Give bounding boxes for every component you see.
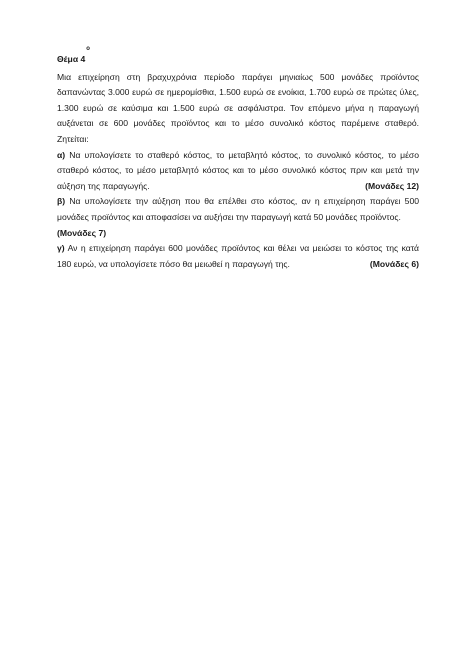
question-heading — [57, 46, 419, 68]
question-c-last-row — [57, 257, 419, 273]
heading-superscript: ο — [86, 46, 90, 52]
question-b-marks: (Μονάδες 7) — [57, 227, 107, 238]
intro-line-4: αυξάνεται σε 600 μονάδες προϊόντος και το μέσο συνολικό κόστος παρέμεινε σταθερό. — [57, 118, 419, 129]
question-c-line-1 — [57, 241, 419, 257]
question-b-line-2: μονάδες προϊόντος και αποφασίσει να αυξήσει την παραγωγή κατά 50 μονάδες προϊόντος. — [57, 211, 401, 222]
question-c — [57, 241, 419, 272]
intro-line-2: δαπανώντας 3.000 ευρώ σε ημερομίσθια, 1.500 ευρώ σε ενοίκια, 1.700 ευρώ σε πρώτες ύλες, — [57, 87, 419, 98]
question-c-text-1: Αν η επιχείρηση παράγει 600 μονάδες προϊόντος και θέλει να μειώσει το κόστος της κατά — [64, 243, 419, 254]
question-a-last-row — [57, 179, 419, 195]
exam-question-block — [57, 46, 419, 272]
question-a-text-1: Να υπολογίσετε το σταθερό κόστος, το μεταβλητό κόστος, το συνολικό κόστος, το μέσο — [65, 149, 419, 160]
intro-line-1: Μια επιχείρηση στη βραχυχρόνια περίοδο παράγει μηνιαίως 500 μονάδες προϊόντος — [57, 71, 419, 82]
question-a-label: α) — [57, 149, 66, 160]
intro-paragraph — [57, 70, 419, 148]
intro-line-3: 1.300 ευρώ σε καύσιμα και 1.500 ευρώ σε ασφάλιστρα. Τον επόμενο μήνα η παραγωγή — [57, 102, 419, 113]
question-a-line-2: σταθερό κόστος, το μέσο μεταβλητό κόστος και το μέσο συνολικό κόστος πριν και μετά την — [57, 165, 419, 176]
question-a — [57, 148, 419, 195]
question-b-text-1: Να υπολογίσετε την αύξηση που θα επέλθει στο κόστος, αν η επιχείρηση παράγει 500 — [65, 196, 419, 207]
question-a-line-1 — [57, 148, 419, 164]
question-b-line-1 — [57, 194, 419, 210]
intro-prompt: Ζητείται: — [57, 133, 89, 144]
heading-title: Θέμα 4 — [57, 54, 86, 64]
question-a-marks: (Μονάδες 12) — [365, 180, 419, 191]
question-c-label: γ) — [57, 243, 65, 254]
question-c-line-2: 180 ευρώ, να υπολογίσετε πόσο θα μειωθεί η παραγωγή της. — [57, 258, 290, 269]
question-a-line-3: αύξηση της παραγωγής. — [57, 180, 150, 191]
question-c-marks: (Μονάδες 6) — [369, 258, 419, 269]
question-b-label: β) — [57, 196, 66, 207]
question-b — [57, 194, 419, 241]
